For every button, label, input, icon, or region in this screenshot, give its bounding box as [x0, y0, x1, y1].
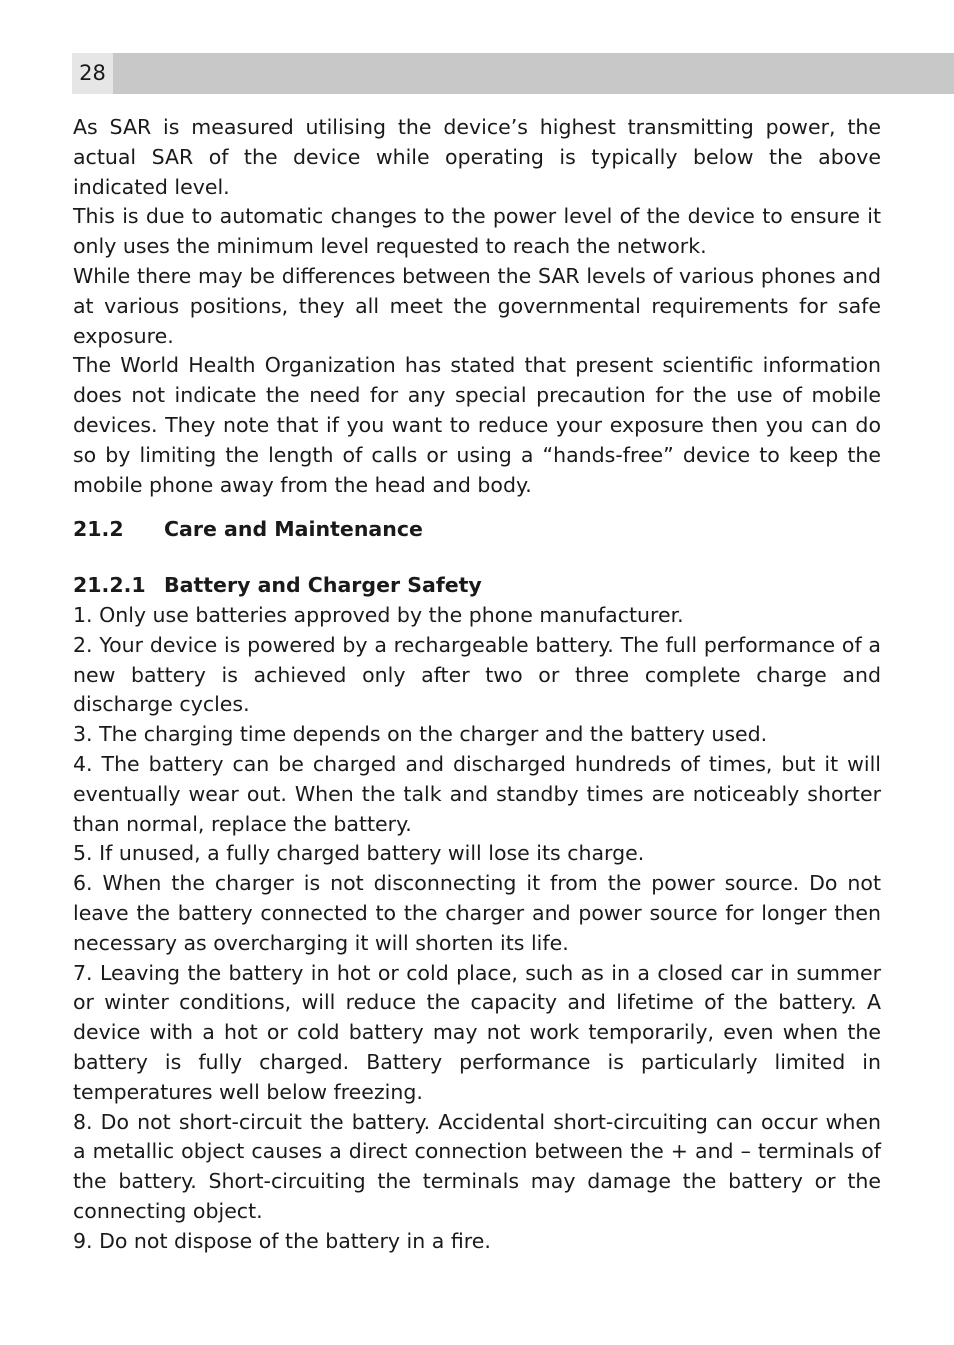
subsection-heading: [73, 571, 881, 601]
section-number: 21.2: [73, 517, 124, 542]
subsection-title: Battery and Charger Safety: [164, 573, 482, 598]
battery-item: 5. If unused, a fully charged battery will lose its charge.: [73, 841, 645, 866]
battery-item: 2. Your device is powered by a rechargeable battery. The full performance of a new battery is achieved only after two or three complete charge and discharge cycles.: [73, 632, 881, 717]
section-title: Care and Maintenance: [164, 517, 423, 542]
intro-paragraph: This is due to automatic changes to the power level of the device to ensure it only uses the minimum level requested to reach the network.: [73, 204, 881, 259]
page-header-bar: [72, 53, 954, 94]
intro-paragraph: As SAR is measured utilising the device’s highest transmitting power, the actual SAR of the device while operating is typically below the above indicated level.: [73, 115, 881, 199]
battery-item: 9. Do not dispose of the battery in a fire.: [73, 1228, 491, 1253]
page-number: 28: [72, 53, 113, 94]
battery-item: 6. When the charger is not disconnecting it from the power source. Do not leave the battery connected to the charger and power source for longer then necessary as overcharging it will shorten its life.: [73, 871, 881, 955]
intro-paragraph: While there may be differences between the SAR levels of various phones and at various positions, they all meet the governmental requirements for safe exposure.: [73, 263, 881, 348]
battery-item: 8. Do not short-circuit the battery. Accidental short-circuiting can occur when a metallic object causes a direct connection between the + and – terminals of the battery. Short-circuiting the terminals may damage the battery or the connecting object.: [73, 1109, 881, 1223]
battery-item: 4. The battery can be charged and discharged hundreds of times, but it will eventually wear out. When the talk and standby times are noticeably shorter than normal, replace the battery.: [73, 751, 881, 836]
battery-item: 1. Only use batteries approved by the phone manufacturer.: [73, 602, 684, 627]
page-content: [73, 113, 881, 1256]
subsection-number: 21.2.1: [73, 573, 146, 598]
section-heading: [73, 515, 881, 545]
battery-item: 7. Leaving the battery in hot or cold place, such as in a closed car in summer or winter conditions, will reduce the capacity and lifetime of the battery. A device with a hot or cold battery may not work temporarily, even when the battery is fully charged. Battery performance is particularly limited in temperatures well below freezing.: [73, 960, 881, 1104]
battery-item: 3. The charging time depends on the charger and the battery used.: [73, 722, 768, 747]
intro-paragraph: The World Health Organization has stated that present scientific information does not indicate the need for any special precaution for the use of mobile devices. They note that if you want to reduce your exposure then you can do so by limiting the length of calls or using a “hands-free” device to keep the mobile phone away from the head and body.: [73, 353, 881, 497]
